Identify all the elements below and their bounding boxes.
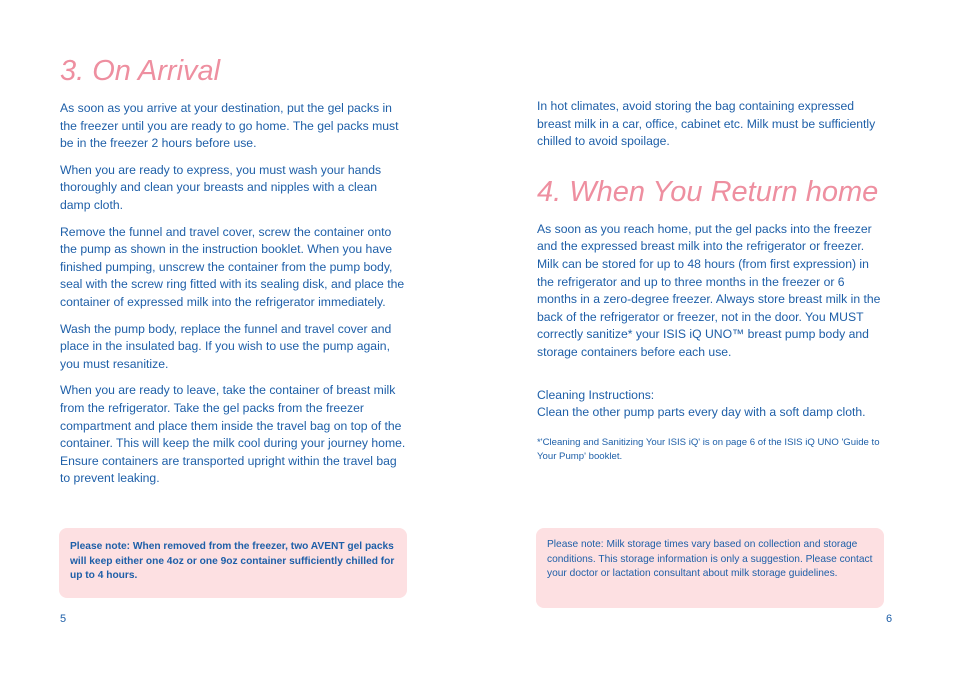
paragraph: Wash the pump body, replace the funnel and travel cover and place in the insulated bag. If you wish to use the pump again, you must resanitize. [60,321,392,371]
page-number-left: 5 [60,613,67,625]
paragraph: Remove the funnel and travel cover, screw the container onto the pump as shown in the instruction booklet. When you have finished pumping, unscrew the container from the pump body, seal with the screw ring fitted with its sealing disk, and place the container of expressed milk into the refrigerator immediately. [60,224,405,309]
page-number-right: 6 [886,613,893,625]
paragraph: As soon as you arrive at your destination, put the gel packs in the freezer until you are ready to go home. The gel packs must be in the freezer 2 hours before use. [60,101,399,151]
paragraph: As soon as you reach home, put the gel packs into the freezer and the expressed breast milk into the refrigerator or freezer. Milk can be stored for up to 48 hours (from first expression) in the refrigerator and up to three months in the freezer or 6 months in a zero-degree freezer. Always store breast milk in the back of the refrigerator or freezer, not in the door. You MUST correctly sanitize* your ISIS iQ UNO™ breast pump body and storage containers before each use. [537,221,881,359]
left-page [60,52,408,497]
cleaning-heading: Cleaning Instructions: [537,387,655,402]
note-box-storage: Please note: Milk storage times vary based on collection and storage conditions. This storage information is only a suggestion. Please contact your doctor or lactation consultant about milk storage guidelines. [536,528,884,608]
section-heading-on-arrival: 3. On Arrival [60,55,221,87]
paragraph: When you are ready to leave, take the container of breast milk from the refrigerator. Take the gel packs from the freezer compartment and place them inside the travel bag on top of the container. This will keep the milk cool during your journey home. Ensure containers are transported upright within the travel bag to prevent leaking. [60,383,406,486]
note-label: Please note: [70,541,131,552]
cleaning-text: Clean the other pump parts every day with a soft damp cloth. [537,405,866,420]
note-box-gel-packs [59,528,407,598]
right-page [537,98,887,464]
footnote: *'Cleaning and Sanitizing Your ISIS iQ' is on page 6 of the ISIS iQ UNO 'Guide to Your Pump' booklet. [537,436,880,462]
section-heading-return-home: 4. When You Return home [537,175,879,208]
note-text: When removed from the freezer, two AVENT gel packs will keep either one 4oz or one 9oz container sufficiently chilled for up to 4 hours. [70,541,395,582]
paragraph: When you are ready to express, you must wash your hands thoroughly and clean your breasts and nipples with a clean damp cloth. [60,162,382,212]
paragraph-intro: In hot climates, avoid storing the bag containing expressed breast milk in a car, office, cabinet etc. Milk must be sufficiently chilled to avoid spoilage. [537,99,876,149]
